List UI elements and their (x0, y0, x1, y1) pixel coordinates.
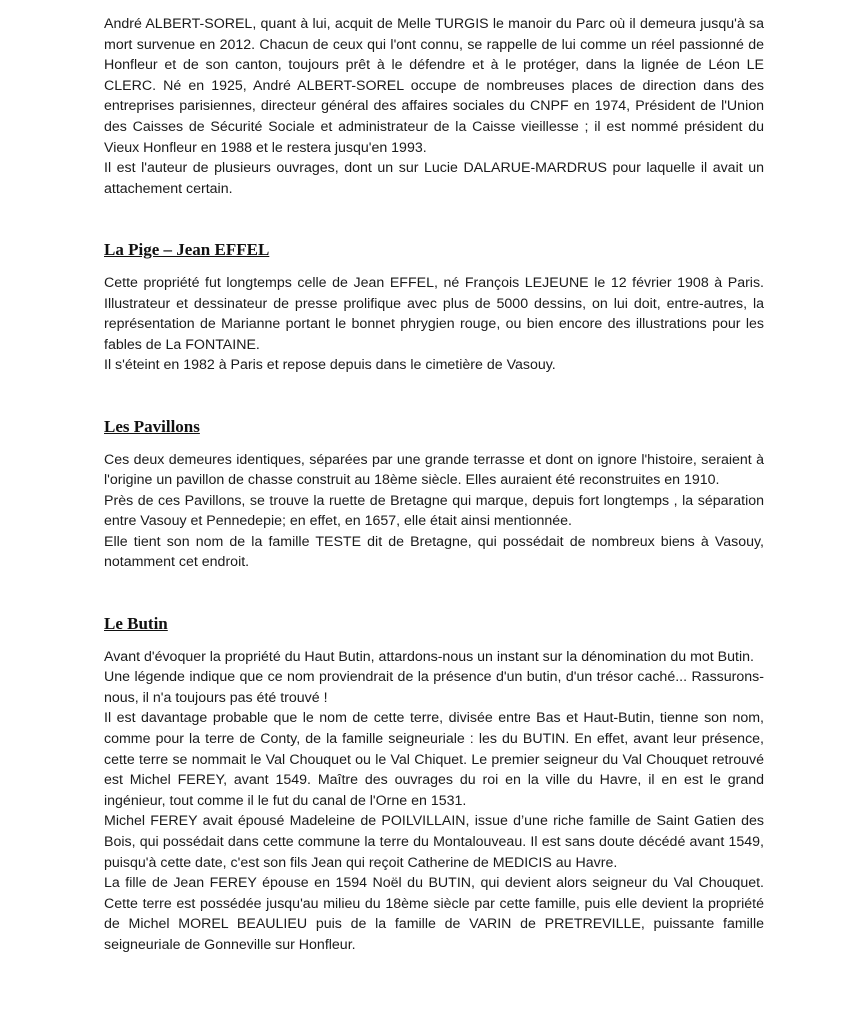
section-les-pavillons (104, 417, 764, 573)
section-paragraph: Cette propriété fut longtemps celle de Jean EFFEL, né François LEJEUNE le 12 février 1908 à Paris. Illustrateur et dessinateur de presse prolifique avec plus de 5000 dessins, on lui doit, entre-autres, la représentation de Marianne portant le bonnet phrygien rouge, ou bien encore des illustrations pour les fables de La FONTAINE. (104, 274, 764, 353)
section-paragraph: Il s'éteint en 1982 à Paris et repose depuis dans le cimetière de Vasouy. (104, 357, 556, 374)
section-paragraph: Près de ces Pavillons, se trouve la ruette de Bretagne qui marque, depuis fort longtemps , la séparation entre Vasouy et Pennedepie; en effet, en 1657, elle était ainsi mentionnée. (104, 492, 764, 530)
section-heading: La Pige – Jean EFFEL (104, 240, 270, 260)
section-le-butin (104, 614, 764, 956)
section-la-pige (104, 240, 764, 376)
section-paragraph: Ces deux demeures identiques, séparées par une grande terrasse et dont on ignore l'histoire, seraient à l'origine un pavillon de chasse construit au 18ème siècle. Elles auraient été reconstruites en 1910. (104, 451, 764, 489)
intro-paragraph: Il est l'auteur de plusieurs ouvrages, dont un sur Lucie DALARUE-MARDRUS pour laquelle il avait un attachement certain. (104, 160, 764, 197)
section-paragraph: Une légende indique que ce nom proviendrait de la présence d'un butin, d'un trésor caché... Rassurons-nous, il n'a toujours pas été trouvé ! (104, 669, 764, 706)
section-paragraph: Elle tient son nom de la famille TESTE dit de Bretagne, qui possédait de nombreux biens à Vasouy, notamment cet endroit. (104, 533, 764, 571)
section-paragraph: Il est davantage probable que le nom de cette terre, divisée entre Bas et Haut-Butin, tienne son nom, comme pour la terre de Conty, de la famille seigneuriale : les du BUTIN. En effet, avant leur présence, cette terre se nommait le Val Chouquet ou le Val Chiquet. Le premier seigneur du Val Chouquet retrouvé est Michel FEREY, avant 1549. Maître des ouvrages du roi en la ville du Havre, il en est le grand ingénieur, tout comme il le fut du canal de l'Orne en 1531. (104, 710, 764, 809)
intro-paragraph: André ALBERT-SOREL, quant à lui, acquit de Melle TURGIS le manoir du Parc où il demeura jusqu'à sa mort survenue en 2012. Chacun de ceux qui l'ont connu, se rappelle de lui comme un réel passionné de Honfleur et de son canton, toujours prêt à le défendre et à le protéger, dans la lignée de Léon LE CLERC. Né en 1925, André ALBERT-SOREL occupe de nombreuses places de direction dans des entreprises parisiennes, directeur général des affaires sociales du CNPF en 1974, Président de l'Union des Caisses de Sécurité Sociale et administrateur de la Caisse vieillesse ; il est nommé président du Vieux Honfleur en 1988 et le restera jusqu'en 1993. (104, 16, 764, 156)
section-paragraph: Michel FEREY avait épousé Madeleine de POILVILLAIN, issue d’une riche famille de Saint Gatien des Bois, qui possédait dans cette commune la terre du Montalouveau. Il est sans doute décédé avant 1549, puisqu'à cette date, c'est son fils Jean qui reçoit Catherine de MEDICIS au Havre. (104, 813, 764, 871)
intro-section (104, 14, 764, 199)
section-heading: Le Butin (104, 614, 168, 634)
section-paragraph: La fille de Jean FEREY épouse en 1594 Noël du BUTIN, qui devient alors seigneur du Val Chouquet. Cette terre est possédée jusqu'au milieu du 18ème siècle par cette famille, puis elle devient la propriété de Michel MOREL BEAULIEU puis de la famille de VARIN de PRETREVILLE, puissante famille seigneuriale de Gonneville sur Honfleur. (104, 875, 764, 953)
section-heading: Les Pavillons (104, 416, 200, 436)
section-paragraph: Avant d'évoquer la propriété du Haut Butin, attardons-nous un instant sur la dénomination du mot Butin. (104, 648, 754, 665)
document-page (104, 14, 764, 956)
